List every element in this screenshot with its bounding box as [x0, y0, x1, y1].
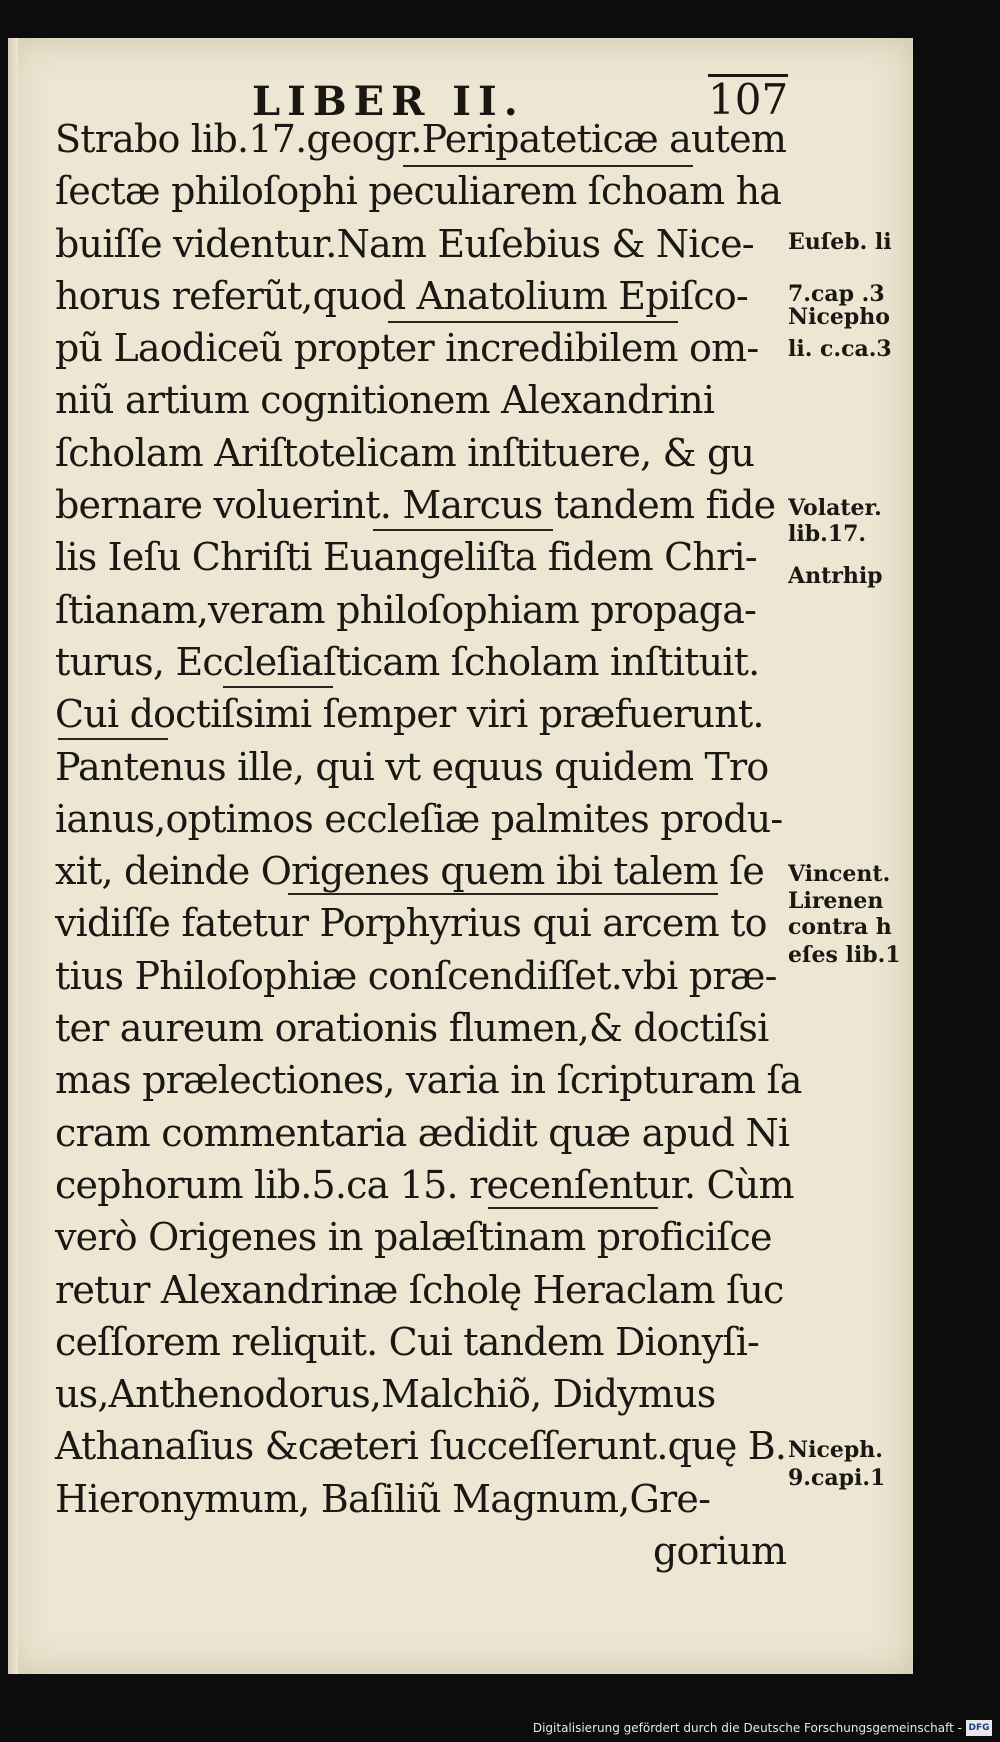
margin-note: Nicepho	[788, 304, 890, 331]
text-line: Strabo lib.17.geogr.Peripateticæ autem	[55, 117, 787, 161]
text-line: verò Origenes in palæſtinam proficiſce	[55, 1215, 772, 1260]
text-line: xit, deinde Origenes quem ibi talem ſe	[55, 849, 765, 894]
text-line: ter aureum orationis flumen,& doctiſsi	[55, 1006, 769, 1051]
running-title: LIBER II.	[252, 78, 525, 125]
text-line: niũ artium cognitionem Alexandrini	[55, 378, 715, 423]
text-line: ceſſorem reliquit. Cui tandem Dionyſi-	[55, 1319, 760, 1364]
catchword: gorium	[653, 1529, 787, 1574]
underline-mark	[388, 321, 678, 323]
margin-note: Volater.	[788, 495, 882, 522]
margin-note: contra h	[788, 913, 892, 940]
text-line: us,Anthenodorus,Malchiõ, Didymus	[55, 1372, 716, 1417]
text-line: horus referũt,quod Anatolium Epiſco-	[55, 273, 748, 318]
text-line: Athanaſius &cæteri ſucceſſerunt.quę B.	[55, 1424, 787, 1469]
margin-note: 9.capi.1	[788, 1465, 886, 1492]
margin-note: 7.cap .3	[788, 280, 885, 307]
margin-note: Lirenen	[788, 887, 884, 914]
page-number: 107	[708, 75, 789, 124]
text-line: Cui doctiſsimi ſemper viri præfuerunt.	[55, 692, 764, 737]
text-line: ianus,optimos eccleſiæ palmites produ-	[55, 796, 783, 841]
underline-mark	[403, 165, 693, 167]
underline-mark	[488, 1207, 658, 1209]
text-line: bernare voluerint. Marcus tandem fide	[55, 483, 776, 528]
underline-mark	[223, 686, 333, 688]
text-line: mas prælectiones, varia in ſcripturam ſa	[55, 1058, 802, 1103]
book-page	[8, 38, 913, 1674]
footer	[0, 1718, 1000, 1742]
main-text-block	[55, 113, 802, 1577]
margin-note: Antrhip	[788, 563, 883, 590]
text-line: buiſſe videntur.Nam Euſebius & Nice-	[55, 221, 754, 266]
dfg-logo: DFG	[966, 1720, 992, 1736]
text-line: retur Alexandrinæ ſcholę Heraclam ſuc	[55, 1267, 784, 1312]
margin-note: li. c.ca.3	[788, 335, 892, 362]
page-edge	[8, 38, 18, 1674]
margin-note: Vincent.	[788, 861, 891, 888]
footer-credit: Digitalisierung gefördert durch die Deutsche Forschungsgemeinschaft -	[532, 1721, 962, 1735]
running-head	[8, 56, 913, 125]
text-line: cram commentaria ædidit quæ apud Ni	[55, 1110, 790, 1155]
text-line: turus, Eccleſiaſticam ſcholam inſtituit.	[55, 639, 760, 684]
text-line: ſcholam Ariſtotelicam inſtituere, & gu	[55, 430, 755, 475]
margin-note: Euſeb. li	[788, 228, 892, 255]
text-line: ſectæ philoſophi peculiarem ſchoam ha	[55, 169, 782, 214]
text-line: Hieronymum, Baſiliũ Magnum,Gre-	[55, 1476, 711, 1521]
text-line: tius Philoſophiæ conſcendiſſet.vbi præ-	[55, 953, 777, 998]
text-line: cephorum lib.5.ca 15. recenſentur. Cùm	[55, 1162, 794, 1207]
text-line: ſtianam,veram philoſophiam propaga-	[55, 587, 757, 632]
underline-mark	[373, 529, 553, 531]
text-line: vidiſſe fatetur Porphyrius qui arcem to	[55, 901, 767, 946]
margin-note: eſes lib.1	[788, 942, 901, 969]
underline-mark	[58, 738, 168, 740]
underline-mark	[288, 893, 718, 895]
text-line: lis Ieſu Chriſti Euangeliſta fidem Chri-	[55, 535, 757, 580]
text-line: Pantenus ille, qui vt equus quidem Tro	[55, 744, 769, 789]
margin-note: Niceph.	[788, 1436, 883, 1463]
margin-note: lib.17.	[788, 521, 867, 548]
text-line: pũ Laodiceũ propter incredibilem om-	[55, 326, 759, 371]
